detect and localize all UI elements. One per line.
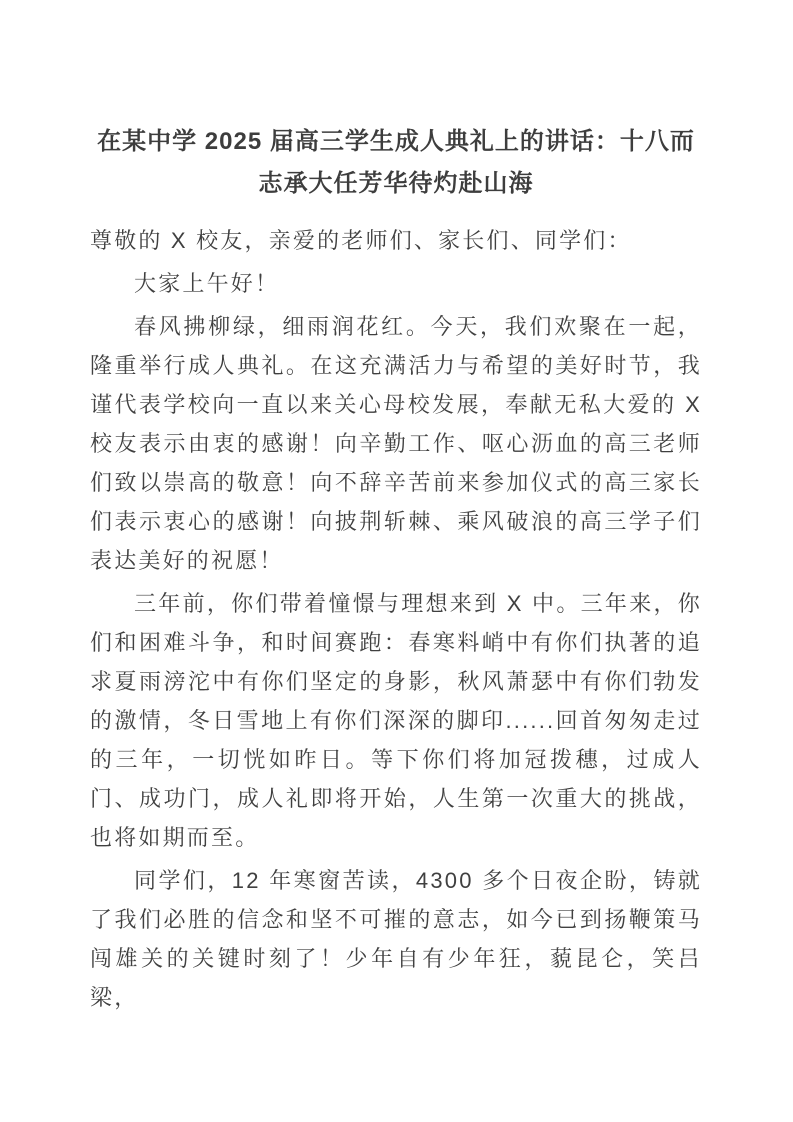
paragraph: 尊敬的 X 校友，亲爱的老师们、家长们、同学们： [90, 228, 632, 253]
paragraph: 三年前，你们带着憧憬与理想来到 X 中。三年来，你们和困难斗争，和时间赛跑：春寒料峭中有你们执著的追求夏雨滂沱中有你们坚定的身影，秋风萧瑟中有你们勃发的激情，冬日雪地上有你们深深的脚印......回首匆匆走过的三年，一切恍如昨日。等下你们将加冠拨穗，过成人门、成功门，成人礼即将开始，人生第一次重大的挑战，也将如期而至。 [90, 591, 702, 850]
paragraph: 大家上午好！ [134, 271, 280, 296]
paragraph: 春风拂柳绿，细雨润花红。今天，我们欢聚在一起，隆重举行成人典礼。在这充满活力与希望的美好时节，我谨代表学校向一直以来关心母校发展，奉献无私大爱的 X 校友表示由衷的感谢！向辛勤工作、呕心沥血的高三老师们致以崇高的敬意！向不辞辛苦前来参加仪式的高三家长们表示衷心的感谢！向披荆斩棘、乘风破浪的高三学子们表达美好的祝愿！ [90, 314, 702, 573]
paragraph: 同学们，12 年寒窗苦读，4300 多个日夜企盼，铸就了我们必胜的信念和坚不可摧的意志，如今已到扬鞭策马闯雄关的关键时刻了！少年自有少年狂，藐昆仑，笑吕梁， [90, 868, 702, 1010]
document-title: 在某中学 2025 届高三学生成人典礼上的讲话：十八而志承大任芳华待灼赴山海 [97, 128, 695, 197]
document-body [90, 221, 702, 1017]
